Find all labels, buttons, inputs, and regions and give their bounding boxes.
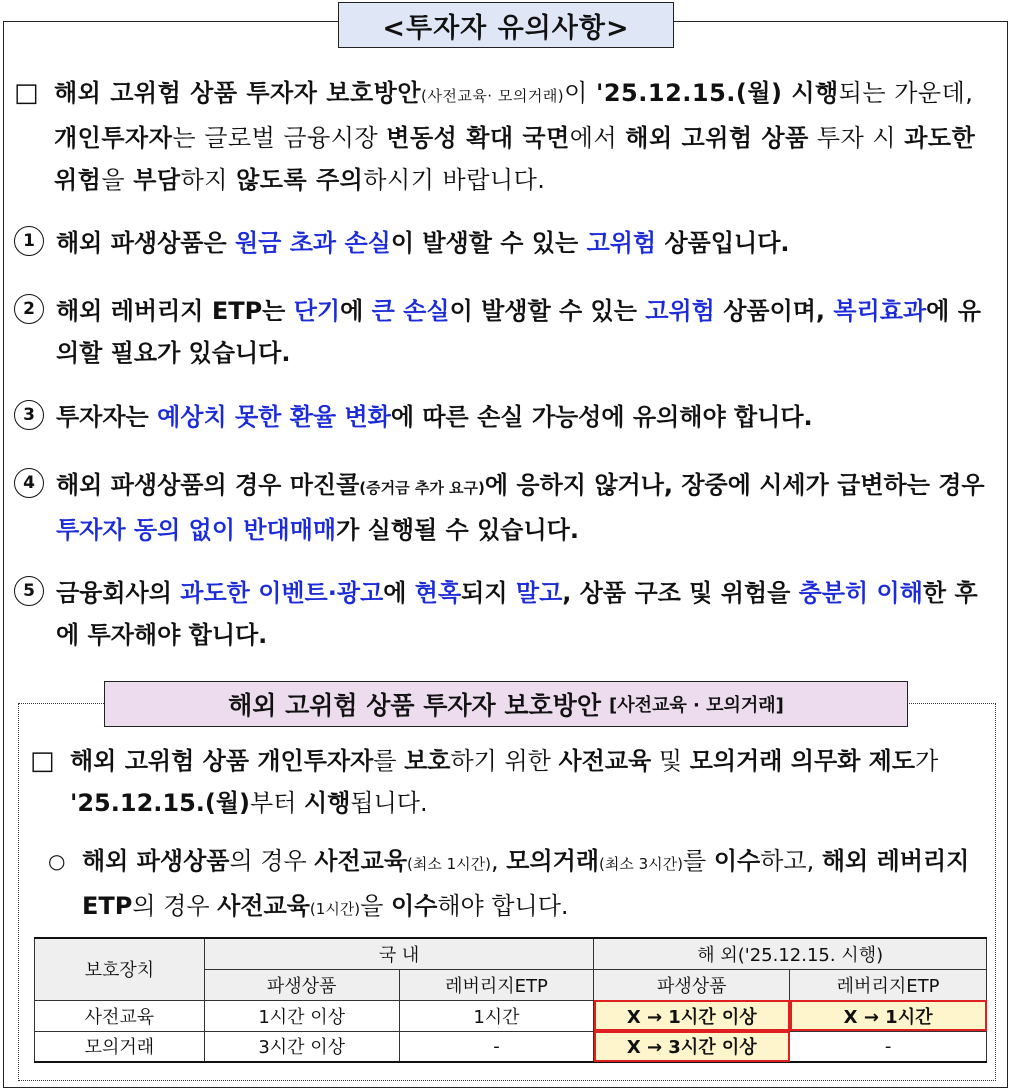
section-text: 이수	[390, 892, 438, 920]
intro-date: '25.12.15.(월) 시행	[596, 79, 839, 107]
section-title	[104, 681, 908, 727]
intro-text: 투자 시	[808, 124, 905, 152]
section-text: 해외 레버리지 ETP	[82, 847, 970, 920]
section-text: 해외 파생상품	[82, 847, 230, 875]
table-row	[35, 1031, 987, 1062]
section-text: 부터	[250, 789, 305, 817]
table-cell-highlighted: X → 1시간	[790, 1000, 987, 1031]
item-highlight: 예상치 못한 환율 변화	[157, 403, 391, 431]
section-text: 이수	[713, 847, 761, 875]
table-header-cell: 파생상품	[594, 969, 790, 1000]
section-text: ,	[491, 847, 507, 875]
section-text: 및	[651, 747, 690, 775]
section-text: 의 경우	[132, 892, 218, 920]
section-text: 사전교육	[558, 747, 652, 775]
circled-number-4: 4	[14, 468, 44, 498]
intro-text: 되는 가운데,	[838, 79, 974, 107]
item-text: 투자자는	[56, 403, 158, 431]
circled-number-3: 3	[14, 400, 44, 430]
item-highlight: 고위험	[645, 297, 715, 325]
section-text: 사전교육	[217, 892, 310, 920]
notice-item-2	[14, 290, 1004, 378]
item-highlight: 고위험	[586, 229, 657, 257]
table-header-cell: 국 내	[204, 938, 594, 969]
intro-text: (사전교육· 모의거래)	[421, 87, 565, 105]
section-text: 가	[915, 747, 939, 775]
intro-text: 하시기 바랍니다.	[363, 166, 546, 194]
intro-text: 변동성 확대 국면	[386, 124, 570, 152]
section-text: 하고,	[760, 847, 822, 875]
item-highlight: 큰 손실	[371, 297, 450, 325]
item-text: 해외 파생상품의 경우 마진콜	[56, 471, 360, 499]
section-paragraph-2	[48, 840, 990, 926]
protection-table	[34, 937, 987, 1063]
checkbox-square-icon: □	[30, 746, 55, 776]
item-text: 에 유의할 필요가 있습니다.	[56, 297, 981, 367]
table-cell: 1시간	[399, 1000, 594, 1031]
intro-text: 부담	[133, 166, 181, 194]
item-highlight: 충분히 이해	[798, 579, 923, 607]
table-header-cell: 파생상품	[204, 969, 399, 1000]
intro-text: 이	[564, 79, 596, 107]
section-text: 하기 위한	[450, 747, 559, 775]
intro-text: 는 글로벌 금융시장	[172, 124, 387, 152]
section-text: (최소 1시간)	[407, 855, 492, 873]
section-title-text: 해외 고위험 상품 투자자 보호방안	[228, 691, 601, 720]
table-cell: -	[399, 1031, 594, 1062]
table-row	[35, 1000, 987, 1031]
item-highlight: 투자자 동의 없이 반대매매	[56, 516, 337, 544]
table-row-label: 모의거래	[35, 1031, 205, 1062]
item-highlight: 말고	[515, 579, 563, 607]
item-text: 한 후에 투자해야 합니다.	[56, 579, 978, 649]
notice-item-5	[14, 572, 1004, 660]
section-text: 의 경우	[229, 847, 315, 875]
intro-text: 에서	[569, 124, 626, 152]
item-text: 되지	[461, 579, 516, 607]
item-text: 에	[383, 579, 415, 607]
section-text: 해야 합니다.	[437, 892, 569, 920]
section-text: 사전교육	[314, 847, 408, 875]
circle-bullet-icon: ○	[48, 849, 66, 873]
section-text: 됩니다.	[350, 789, 428, 817]
section-text: 를	[373, 747, 405, 775]
section-text: '25.12.15.(월)	[70, 789, 251, 817]
item-text: 이 발생할 수 있는	[390, 229, 587, 257]
notice-item-1	[14, 222, 1004, 266]
item-text: 에	[340, 297, 372, 325]
intro-text: 과도한 위험	[54, 124, 976, 194]
item-text: 상품이며,	[714, 297, 834, 325]
table-header-cell: 레버리지ETP	[790, 969, 987, 1000]
section-text: (1시간)	[309, 900, 361, 918]
intro-text: 을	[101, 166, 134, 194]
table-row-label: 사전교육	[35, 1000, 205, 1031]
item-text: 해외 파생상품은	[56, 229, 235, 257]
table-header-row	[35, 938, 987, 969]
item-text: 에 따른 손실 가능성에 유의해야 합니다.	[390, 403, 813, 431]
item-highlight: 복리효과	[833, 297, 927, 325]
section-text: 모의거래	[506, 847, 600, 875]
item-highlight: 단기	[293, 297, 341, 325]
table-header-cell: 레버리지ETP	[399, 969, 594, 1000]
circled-number-1: 1	[14, 226, 44, 256]
section-text: 을	[360, 892, 391, 920]
item-text: 가 실행될 수 있습니다.	[336, 516, 579, 544]
intro-text: 해외 고위험 상품 투자자 보호방안	[54, 79, 421, 107]
intro-text: 하지	[180, 166, 237, 194]
circled-number-2: 2	[14, 294, 44, 324]
circled-number-5: 5	[14, 576, 44, 606]
section-paragraph-1	[30, 740, 990, 826]
item-highlight: 과도한 이벤트·광고	[180, 579, 384, 607]
section-text: 모의거래 의무화 제도	[689, 747, 916, 775]
notice-item-4	[14, 464, 1004, 552]
table-cell-highlighted: X → 3시간 이상	[594, 1031, 790, 1062]
item-text: 금융회사의	[56, 579, 181, 607]
checkbox-square-icon: □	[14, 78, 39, 108]
table-cell: 3시간 이상	[204, 1031, 399, 1062]
section-text: 해외 고위험 상품 개인투자자	[70, 747, 374, 775]
intro-paragraph	[14, 72, 1004, 202]
section-text: 를	[683, 847, 714, 875]
item-text: 에 응하지 않거나, 장중에 시세가 급변하는 경우	[484, 471, 985, 499]
table-cell: -	[790, 1031, 987, 1062]
item-text: 상품입니다.	[656, 229, 790, 257]
item-highlight: 현혹	[414, 579, 462, 607]
item-text: , 상품 구조 및 위험을	[562, 579, 799, 607]
item-text: 이 발생할 수 있는	[449, 297, 646, 325]
item-highlight: 원금 초과 손실	[235, 229, 391, 257]
item-text: (증거금 추가 요구)	[359, 479, 485, 497]
table-header-cell: 보호장치	[35, 938, 205, 1000]
intro-text: 개인투자자	[54, 124, 173, 152]
intro-text: 해외 고위험 상품	[625, 124, 809, 152]
notice-item-3	[14, 396, 1004, 440]
table-header-cell: 해 외('25.12.15. 시행)	[594, 938, 987, 969]
section-text: (최소 3시간)	[599, 855, 684, 873]
section-text: 시행	[304, 789, 351, 817]
page-title: <투자자 유의사항>	[338, 2, 674, 48]
intro-text: 않도록 주의	[236, 166, 364, 194]
table-cell-highlighted: X → 1시간 이상	[594, 1000, 790, 1031]
item-text: 해외 레버리지 ETP는	[56, 297, 294, 325]
table-cell: 1시간 이상	[204, 1000, 399, 1031]
section-text: 보호	[404, 747, 451, 775]
section-title-suffix: [사전교육 · 모의거래]	[608, 695, 784, 716]
